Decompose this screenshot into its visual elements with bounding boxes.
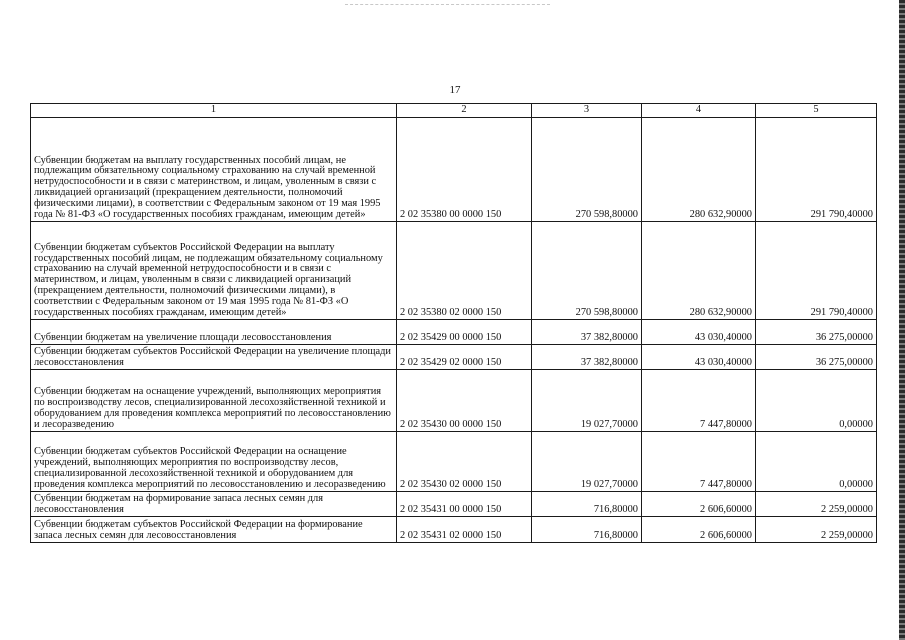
row-value-col5: 0,00000 <box>756 370 877 432</box>
row-name: Субвенции бюджетам субъектов Российской Федерации на увеличение площади лесовосстановления <box>31 345 397 370</box>
header-row <box>31 104 877 118</box>
table-row <box>31 517 877 543</box>
row-name: Субвенции бюджетам субъектов Российской Федерации на выплату государственных пособий лицам, не подлежащим обязательному социальному страхованию на случай временной нетрудоспособности и в связи с материнством, и лицам, уволенным в связи с ликвидацией организаций (прекращением деятельности, полномочий физическими лицами), в соответствии с Федеральным законом от 19 мая 1995 года № 81-ФЗ «О государственных пособиях гражданам, имеющим детей» <box>31 222 397 320</box>
column-header: 3 <box>532 104 642 118</box>
row-code: 2 02 35380 00 0000 150 <box>397 118 532 222</box>
row-value-col5: 291 790,40000 <box>756 222 877 320</box>
table-row <box>31 320 877 345</box>
table-row <box>31 432 877 492</box>
row-value-col4: 7 447,80000 <box>642 370 756 432</box>
row-value-col4: 2 606,60000 <box>642 492 756 517</box>
row-code: 2 02 35430 02 0000 150 <box>397 432 532 492</box>
row-value-col5: 36 275,00000 <box>756 345 877 370</box>
table-row <box>31 345 877 370</box>
row-value-col3: 37 382,80000 <box>532 320 642 345</box>
row-value-col5: 0,00000 <box>756 432 877 492</box>
scan-artifact <box>345 4 550 6</box>
row-value-col4: 43 030,40000 <box>642 320 756 345</box>
row-code: 2 02 35430 00 0000 150 <box>397 370 532 432</box>
row-code: 2 02 35380 02 0000 150 <box>397 222 532 320</box>
row-value-col3: 19 027,70000 <box>532 370 642 432</box>
budget-table <box>30 103 877 543</box>
row-value-col3: 19 027,70000 <box>532 432 642 492</box>
row-code: 2 02 35431 00 0000 150 <box>397 492 532 517</box>
table-row <box>31 492 877 517</box>
row-value-col3: 270 598,80000 <box>532 222 642 320</box>
row-value-col3: 37 382,80000 <box>532 345 642 370</box>
row-value-col4: 280 632,90000 <box>642 222 756 320</box>
row-value-col5: 2 259,00000 <box>756 517 877 543</box>
row-value-col4: 280 632,90000 <box>642 118 756 222</box>
row-value-col3: 716,80000 <box>532 517 642 543</box>
row-code: 2 02 35429 02 0000 150 <box>397 345 532 370</box>
column-header: 5 <box>756 104 877 118</box>
column-header: 4 <box>642 104 756 118</box>
scan-edge <box>899 0 905 640</box>
table-row <box>31 118 877 222</box>
row-name: Субвенции бюджетам субъектов Российской Федерации на формирование запаса лесных семян для лесовосстановления <box>31 517 397 543</box>
row-value-col5: 36 275,00000 <box>756 320 877 345</box>
table-row <box>31 370 877 432</box>
row-name: Субвенции бюджетам на формирование запаса лесных семян для лесовосстановления <box>31 492 397 517</box>
row-name: Субвенции бюджетам субъектов Российской Федерации на оснащение учреждений, выполняющих мероприятия по воспроизводству лесов, специализированной лесохозяйственной техникой и оборудованием для проведения комплекса мероприятий по лесовосстановлению и лесоразведению <box>31 432 397 492</box>
table-row <box>31 222 877 320</box>
row-name: Субвенции бюджетам на выплату государственных пособий лицам, не подлежащим обязательному социальному страхованию на случай временной нетрудоспособности и в связи с материнством, и лицам, уволенным в связи с ликвидацией организаций (прекращением деятельности, полномочий физическими лицами), в соответствии с Федеральным законом от 19 мая 1995 года № 81-ФЗ «О государственных пособиях гражданам, имеющим детей» <box>31 118 397 222</box>
row-name: Субвенции бюджетам на увеличение площади лесовосстановления <box>31 320 397 345</box>
row-code: 2 02 35431 02 0000 150 <box>397 517 532 543</box>
row-value-col3: 270 598,80000 <box>532 118 642 222</box>
row-value-col4: 43 030,40000 <box>642 345 756 370</box>
page-number: 17 <box>449 84 461 96</box>
row-value-col4: 7 447,80000 <box>642 432 756 492</box>
column-header: 2 <box>397 104 532 118</box>
row-value-col5: 291 790,40000 <box>756 118 877 222</box>
row-value-col3: 716,80000 <box>532 492 642 517</box>
column-header: 1 <box>31 104 397 118</box>
row-value-col5: 2 259,00000 <box>756 492 877 517</box>
row-code: 2 02 35429 00 0000 150 <box>397 320 532 345</box>
row-value-col4: 2 606,60000 <box>642 517 756 543</box>
row-name: Субвенции бюджетам на оснащение учреждений, выполняющих мероприятия по воспроизводству лесов, специализированной лесохозяйственной техникой и оборудованием для проведения комплекса мероприятий по лесовосстановлению и лесоразведению <box>31 370 397 432</box>
